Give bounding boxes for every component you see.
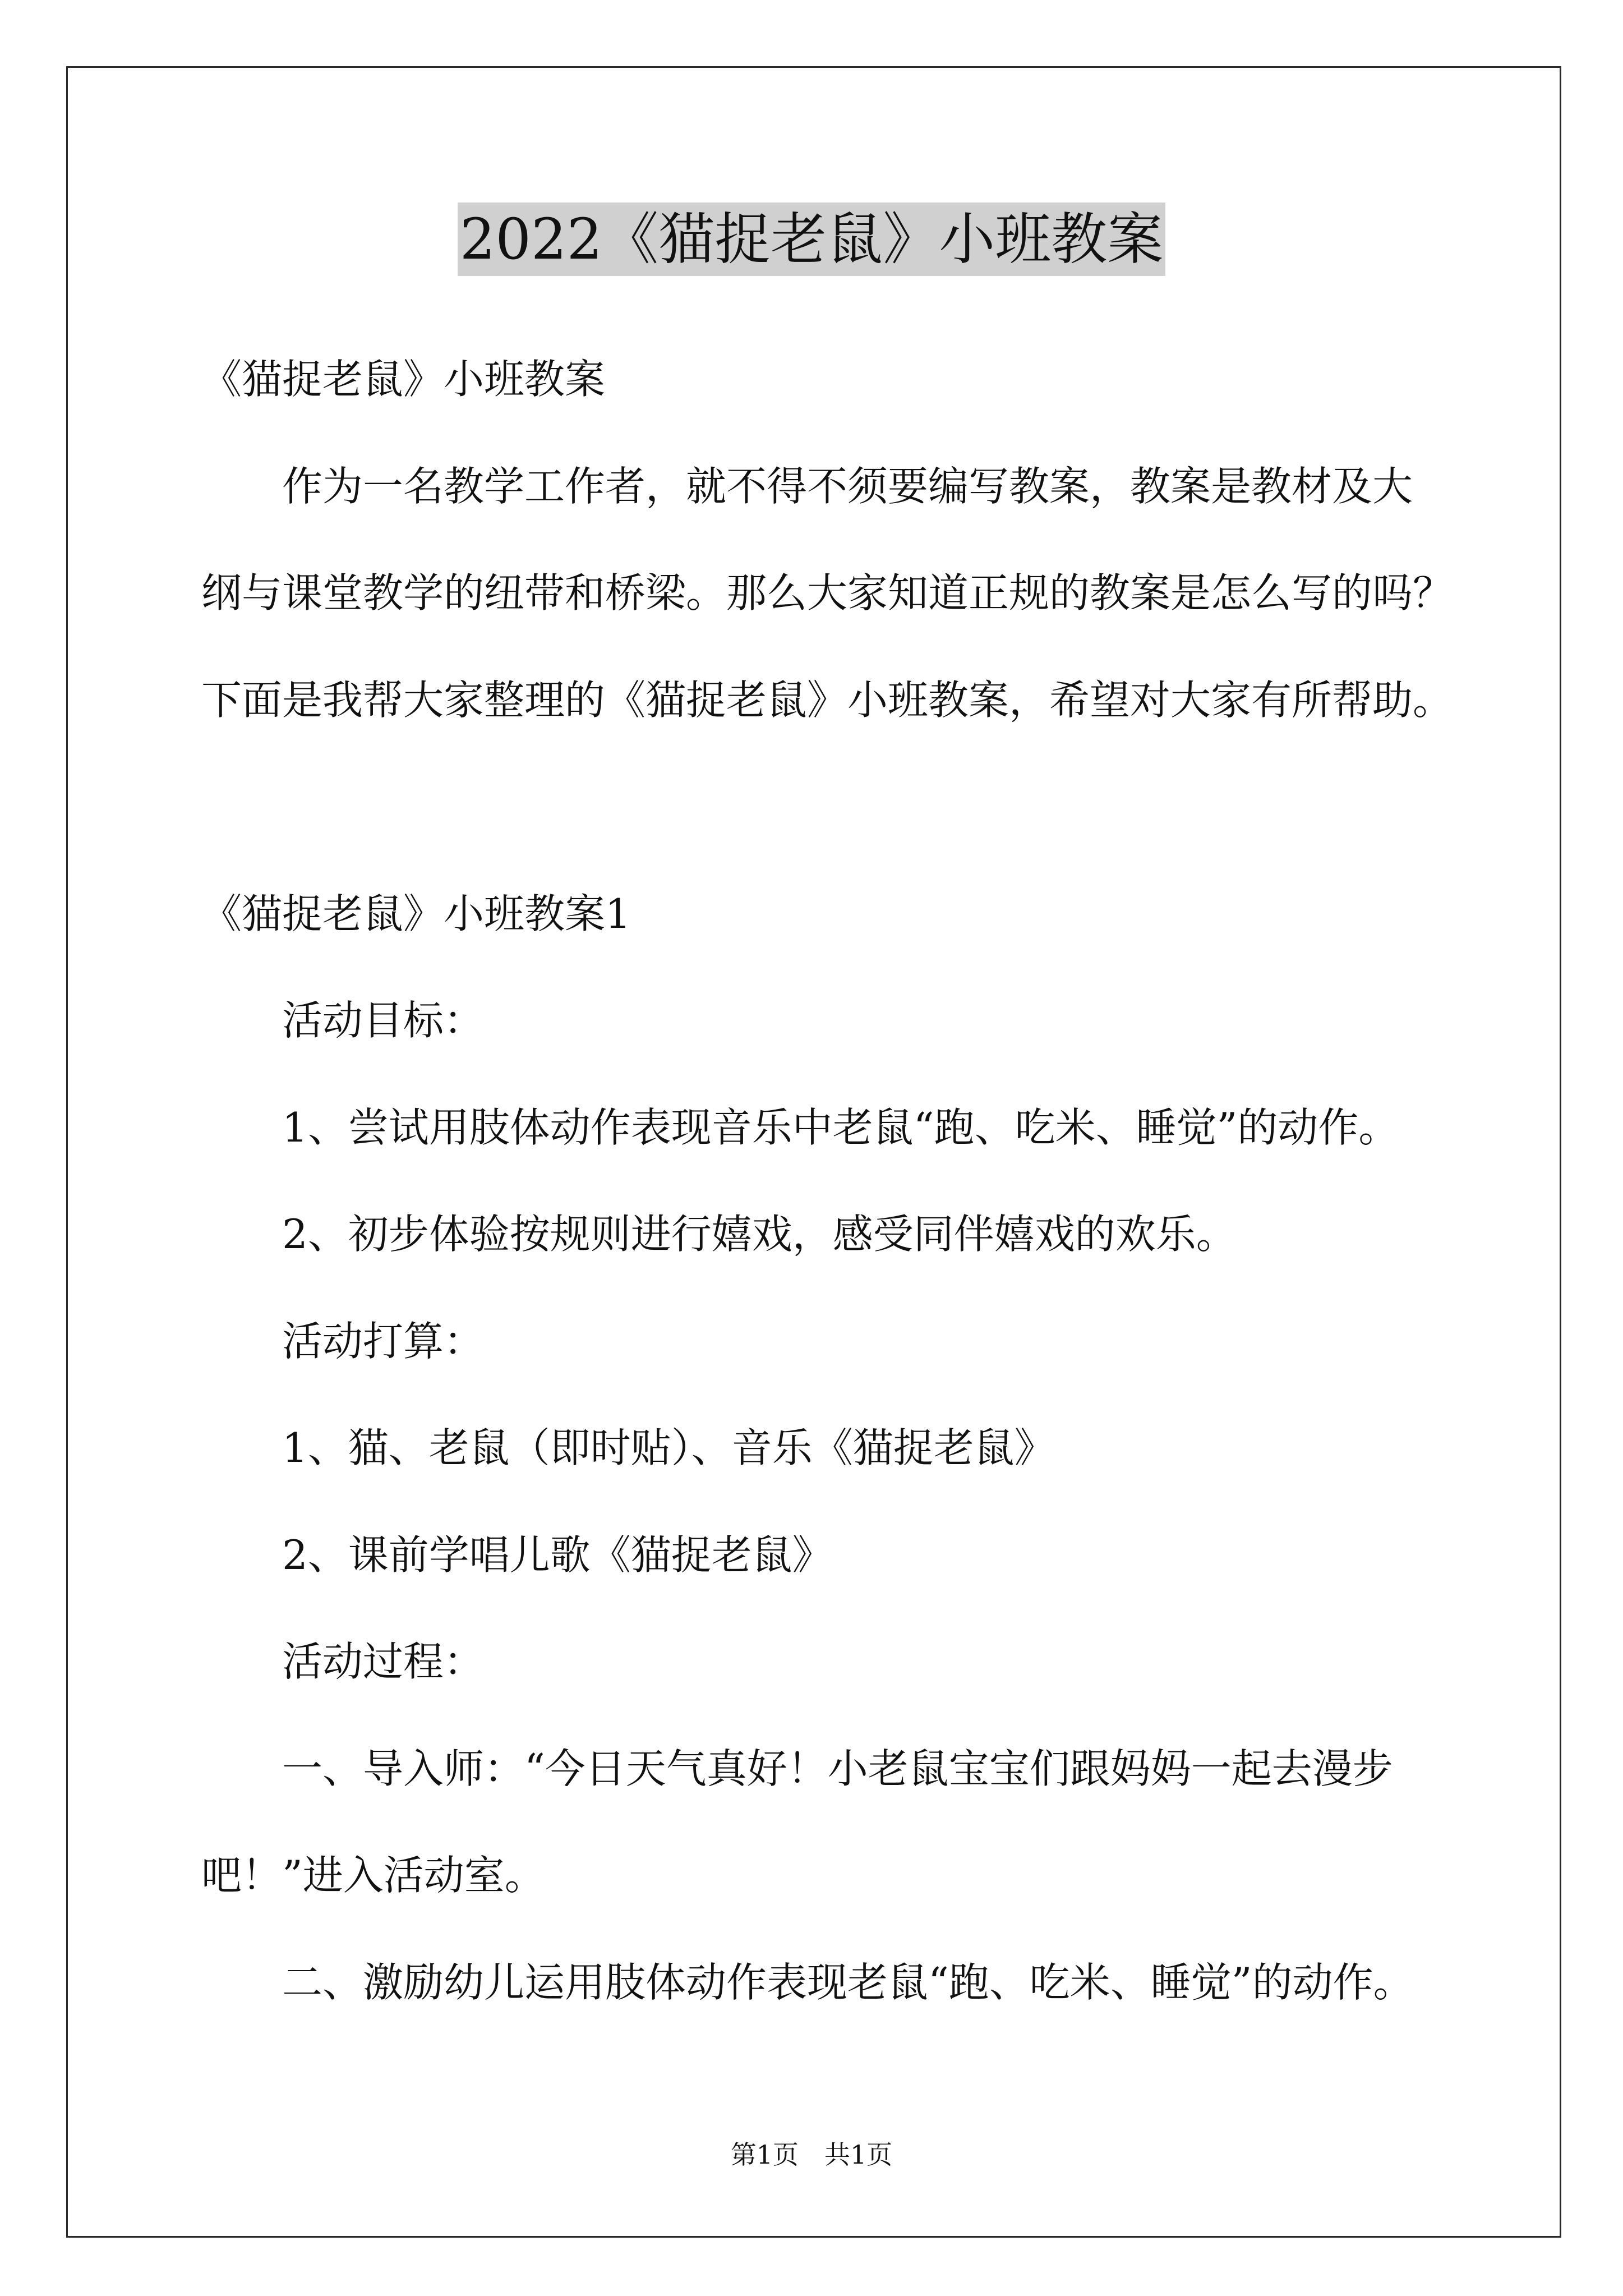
prep-label: 活动打算： — [282, 1317, 485, 1365]
prep-item: 1、猫、老鼠（即时贴）、音乐《猫捉老鼠》 — [282, 1424, 1055, 1471]
process-label: 活动过程： — [282, 1638, 485, 1685]
document-body — [201, 326, 1502, 2036]
intro-paragraph-line: 作为一名教学工作者，就不得不须要编写教案，教案是教材及大 — [282, 462, 1413, 510]
document-title: 2022《猫捉老鼠》小班教案 — [458, 203, 1166, 276]
section-heading: 《猫捉老鼠》小班教案1 — [201, 890, 631, 937]
goals-label: 活动目标： — [282, 997, 485, 1044]
goal-item: 1、尝试用肢体动作表现音乐中老鼠“跑、吃米、睡觉”的动作。 — [282, 1103, 1399, 1151]
paragraph-spacer — [201, 753, 1502, 861]
page-footer: 第1页 共1页 — [730, 2139, 893, 2170]
process-step-line: 吧！”进入活动室。 — [201, 1852, 545, 1899]
goal-item: 2、初步体验按规则进行嬉戏，感受同伴嬉戏的欢乐。 — [282, 1211, 1237, 1258]
process-step-line: 二、激励幼儿运用肢体动作表现老鼠“跑、吃米、睡觉”的动作。 — [282, 1958, 1414, 2006]
intro-paragraph-line: 纲与课堂教学的纽带和桥梁。那么大家知道正规的教案是怎么写的吗？ — [201, 569, 1454, 616]
intro-heading: 《猫捉老鼠》小班教案 — [201, 356, 606, 403]
prep-item: 2、课前学唱儿歌《猫捉老鼠》 — [282, 1531, 833, 1579]
intro-paragraph-line: 下面是我帮大家整理的《猫捉老鼠》小班教案，希望对大家有所帮助。 — [201, 676, 1454, 724]
process-step-line: 一、导入师：“今日天气真好！小老鼠宝宝们跟妈妈一起去漫步 — [282, 1745, 1393, 1792]
title-container — [0, 203, 1623, 276]
